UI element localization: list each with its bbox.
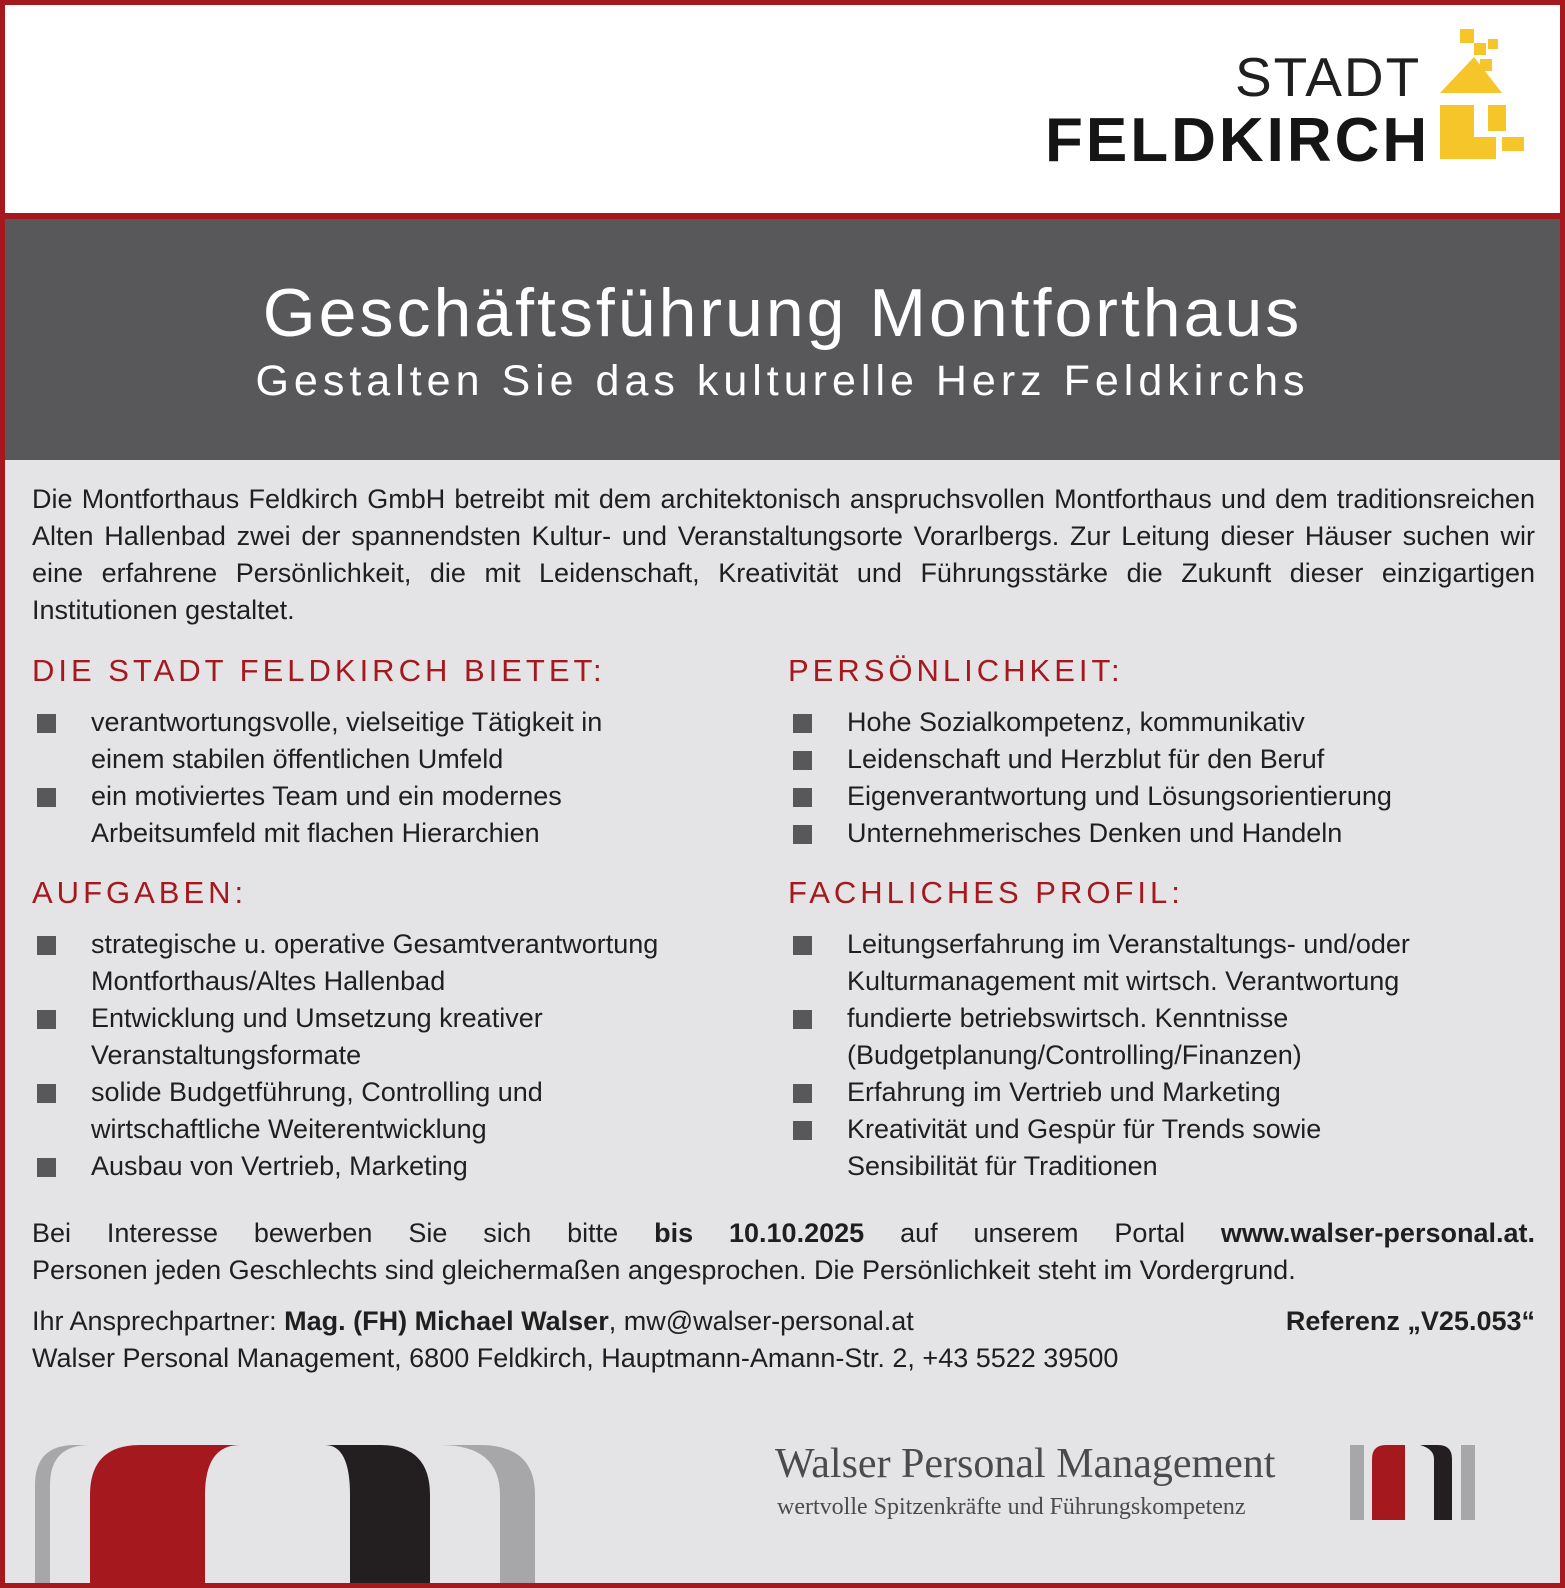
contact-label: Ihr Ansprechpartner: [32,1306,277,1336]
list-item [791,778,1536,815]
walser-logo-icon [1350,1445,1475,1520]
heading-persoenlichkeit: PERSÖNLICHKEIT: [788,653,1124,688]
bullet-square-icon [793,751,812,770]
application-text-middle: auf unserem Portal [900,1218,1185,1248]
application-line [32,1215,1535,1252]
contact-email-link[interactable]: mw@walser-personal.at [623,1306,914,1336]
list-item [791,1000,1536,1074]
application-website-link[interactable] [1221,1218,1535,1248]
page-subtitle: Gestalten Sie das kulturelle Herz Feldkirchs [255,357,1310,405]
list-item [791,1074,1536,1111]
equality-statement: Personen jeden Geschlechts sind gleichermaßen angesprochen. Die Persönlichkeit steht im Vordergrund. [32,1255,1296,1285]
bullet-square-icon [37,1084,56,1103]
list-item [791,741,1536,778]
list-item-text: Kulturmanagement mit wirtsch. Verantwortung [847,966,1400,996]
bullet-square-icon [793,936,812,955]
contact-separator: , [608,1306,624,1336]
reference-code: Referenz „V25.053“ [1285,1306,1535,1336]
walser-company-name: Walser Personal Management [775,1441,1276,1487]
list-item-text: Unternehmerisches Denken und Handeln [847,818,1343,848]
list-item-text: Entwicklung und Umsetzung kreativer [91,1003,543,1033]
list-item-text: wirtschaftliche Weiterentwicklung [91,1114,487,1144]
list-item [35,926,765,1000]
heading-profil: FACHLICHES PROFIL: [788,875,1184,910]
bullet-square-icon [37,936,56,955]
list-item-text: Kreativität und Gespür für Trends sowie [847,1114,1322,1144]
list-item-text: solide Budgetführung, Controlling und [91,1077,543,1107]
list-item [791,1111,1536,1185]
bullet-square-icon [793,825,812,844]
list-item-text: fundierte betriebswirtsch. Kenntnisse [847,1003,1289,1033]
bullet-square-icon [793,1121,812,1140]
bullet-square-icon [37,788,56,807]
application-text-before: Bei Interesse bewerben Sie sich bitte [32,1218,619,1248]
list-item [35,778,765,852]
application-info [32,1215,1535,1289]
application-deadline: bis 10.10.2025 [654,1218,865,1248]
list-item [35,704,765,778]
list-item [791,926,1536,1000]
list-item-text: Leitungserfahrung im Veranstaltungs- und/oder [847,929,1410,959]
list-item-text: verantwortungsvolle, vielseitige Tätigkeit in [91,707,603,737]
list-item-text: Hohe Sozialkompetenz, kommunikativ [847,707,1305,737]
list-item-text: Leidenschaft und Herzblut für den Beruf [847,744,1325,774]
bullet-square-icon [793,1010,812,1029]
list-persoenlichkeit [791,704,1536,852]
list-item-text: ein motiviertes Team und ein modernes [91,781,562,811]
bullet-square-icon [793,714,812,733]
list-item-text: Ausbau von Vertrieb, Marketing [91,1151,468,1181]
list-item [35,1148,765,1185]
list-item-text: Veranstaltungsformate [91,1040,362,1070]
list-item-text: Sensibilität für Traditionen [847,1151,1158,1181]
logo-feldkirch-text: FELDKIRCH [1045,106,1431,175]
logo-stadt-text: STADT [1235,46,1422,108]
heading-bietet: DIE STADT FELDKIRCH BIETET: [32,653,606,688]
list-item [35,1000,765,1074]
bullet-square-icon [37,714,56,733]
list-item [791,704,1536,741]
page-title: Geschäftsführung Montforthaus [262,275,1303,351]
website-period: . [1527,1218,1535,1248]
list-item-text: Montforthaus/Altes Hallenbad [91,966,446,996]
list-item-text: Erfahrung im Vertrieb und Marketing [847,1077,1281,1107]
title-banner [5,219,1560,460]
list-aufgaben [35,926,765,1185]
bullet-square-icon [793,788,812,807]
list-item [791,815,1536,852]
list-item-text: Arbeitsumfeld mit flachen Hierarchien [91,818,540,848]
list-item-text: (Budgetplanung/Controlling/Finanzen) [847,1040,1302,1070]
list-bietet [35,704,765,852]
bullet-square-icon [37,1158,56,1177]
list-item-text: Eigenverantwortung und Lösungsorientierung [847,781,1392,811]
heading-aufgaben: AUFGABEN: [32,875,248,910]
contact-line [32,1303,1535,1340]
list-item-text: einem stabilen öffentlichen Umfeld [91,744,504,774]
list-item [35,1074,765,1148]
contact-info [32,1303,1535,1377]
list-item-text: strategische u. operative Gesamtverantwortung [91,929,659,959]
walser-tagline: wertvolle Spitzenkräfte und Führungskompetenz [777,1494,1246,1520]
list-profil [791,926,1536,1185]
walser-decoration-graphic [5,1445,545,1585]
contact-address: Walser Personal Management, 6800 Feldkirch, Hauptmann-Amann-Str. 2, +43 5522 39500 [32,1343,1119,1373]
bullet-square-icon [37,1010,56,1029]
bullet-square-icon [793,1084,812,1103]
contact-name: Mag. (FH) Michael Walser [284,1306,609,1336]
intro-paragraph: Die Montforthaus Feldkirch GmbH betreibt mit dem architektonisch anspruchsvollen Montforthaus und dem traditionsreichen Alten Hallenbad zwei der spannendsten Kultur- und Veranstaltungsorte Vorarlbergs. Zur Leitung dieser Häuser suchen wir eine erfahrene Persönlichkeit, die mit Leidenschaft, Kreativität und Führungsstärke die Zukunft dieser einzigartigen Institutionen gestaltet. [32,484,1535,625]
logo-header [5,5,1560,219]
website-text: www.walser-personal.at [1220,1218,1528,1248]
stadt-feldkirch-logo-icon [1440,25,1525,165]
